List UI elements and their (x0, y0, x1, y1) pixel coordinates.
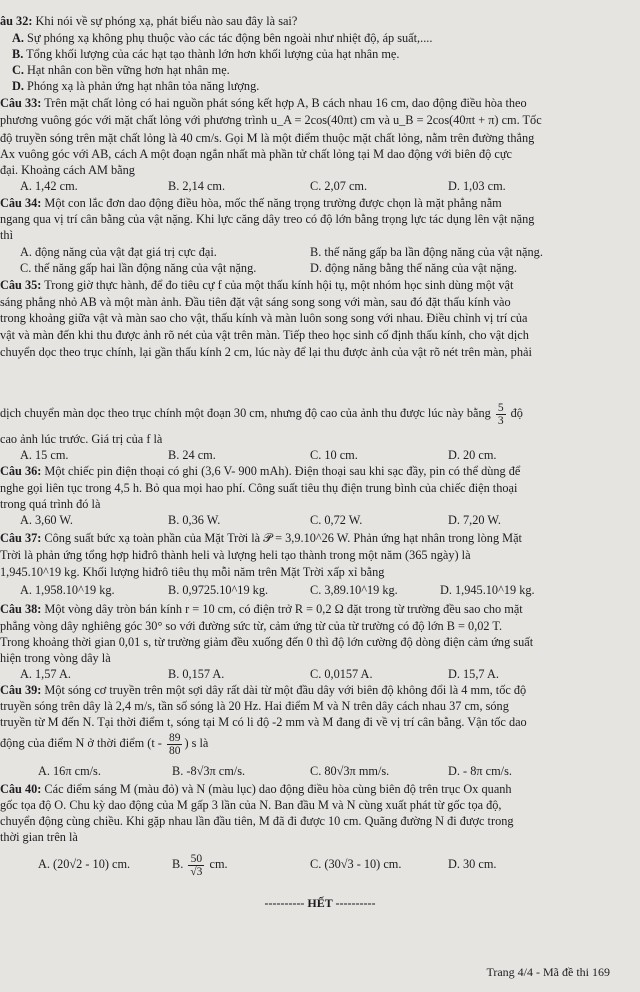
q34-option-c: C. thế năng gấp hai lần động năng của vật nặng. (20, 261, 257, 275)
q38-option-d: D. 15,7 A. (448, 667, 499, 681)
q35-line: vật và màn đến khi thu được ảnh rõ nét của vật trên màn. Tiếp theo học sinh cố định thấu kính, cho vật dịch (0, 328, 529, 342)
q33-line: phương vuông góc với mặt chất lỏng với phương trình u_A = 2cos(40πt) cm và u_B = 2cos(40πt + π) cm. Tốc (0, 113, 542, 127)
q35-line-frac: dịch chuyển màn dọc theo trục chính một đoạn 30 cm, nhưng độ cao của ảnh thu được lúc này bằng $\frac{5}{3}$ độ (0, 401, 523, 427)
q36-option-d: D. 7,20 W. (448, 513, 501, 527)
q32-option-c: C. Hạt nhân con bền vững hơn hạt nhân mẹ. (12, 63, 230, 77)
q39-line: truyền sóng trên dây là 2,4 m/s, tần số sóng là 20 Hz. Hai điểm M và N trên dây cách nhau 37 cm, sóng (0, 699, 509, 713)
q36-option-a: A. 3,60 W. (20, 513, 73, 527)
q38-line: Trong khoảng thời gian 0,01 s, từ trường giảm đều xuống đến 0 thì độ lớn cường độ dòng điện cảm ứng suất (0, 635, 534, 649)
q36-line: trong quá trình đó là (0, 497, 101, 511)
q35-option-c: C. 10 cm. (310, 448, 358, 462)
q35-option-b: B. 24 cm. (168, 448, 216, 462)
q38-option-c: C. 0,0157 A. (310, 667, 373, 681)
fraction: $\frac{50}{√3}$ (190, 852, 203, 878)
question-38: Câu 38: Một vòng dây tròn bán kính r = 10 cm, có điện trở R = 0,2 Ω đặt trong từ trường đều sao cho mặt (0, 602, 523, 616)
q40-option-d: D. 30 cm. (448, 857, 497, 871)
q40-option-b: B. $\frac{50}{√3}$ cm. (172, 852, 228, 878)
q32-option-a: A. Sự phóng xạ không phụ thuộc vào các tác động bên ngoài như nhiệt độ, áp suất,.... (12, 31, 433, 45)
q33-option-b: B. 2,14 cm. (168, 179, 226, 193)
q40-line: chuyển động cùng chiều. Khi gặp nhau lần đầu tiên, M đã đi được 10 cm. Quãng đường N đi được trong (0, 814, 514, 828)
q39-option-c: C. 80√3π mm/s. (310, 764, 390, 778)
question-37: Câu 37: Công suất bức xạ toàn phần của Mặt Trời là 𝒫 = 3,9.10^26 W. Phản ứng hạt nhân trong lòng Mặt (0, 531, 522, 545)
end-marker: ---------- HẾT ---------- (264, 896, 376, 910)
q33-option-d: D. 1,03 cm. (448, 179, 506, 193)
q34-option-a: A. động năng của vật đạt giá trị cực đại. (20, 245, 217, 259)
q39-options (0, 764, 640, 780)
q35-line: cao ảnh lúc trước. Giá trị của f là (0, 432, 163, 446)
q37-option-b: B. 0,9725.10^19 kg. (168, 583, 269, 597)
q38-option-a: A. 1,57 A. (20, 667, 71, 681)
q39-option-d: D. - 8π cm/s. (448, 764, 512, 778)
q37-option-a: A. 1,958.10^19 kg. (20, 583, 115, 597)
q37-options (0, 583, 640, 599)
q33-line: Ax vuông góc với AB, cách A một đoạn ngắn nhất mà phần tử chất lỏng tại M dao động với biên độ cực (0, 147, 512, 161)
q38-line: phẳng vòng dây nghiêng góc 30° so với đường sức từ, cảm ứng từ của từ trường có độ lớn B = 0,02 T. (0, 619, 503, 633)
q37-option-c: C. 3,89.10^19 kg. (310, 583, 398, 597)
question-36: Câu 36: Một chiếc pin điện thoại có ghi (3,6 V- 900 mAh). Điện thoại sau khi sạc đầy, pin có thể dùng để (0, 464, 521, 478)
q38-line: hiện trong vòng dây là (0, 651, 111, 665)
q40-line: thời gian trên là (0, 830, 78, 844)
question-39: Câu 39: Một sóng cơ truyền trên một sợi dây rất dài từ một đầu dây với biên độ không đổi là 4 mm, tốc độ (0, 683, 527, 697)
q35-line: trong khoảng giữa vật và màn sao cho vật, thấu kính và màn luôn song song với nhau. Điều chỉnh vị trí của (0, 311, 528, 325)
q33-option-c: C. 2,07 cm. (310, 179, 368, 193)
page-footer: Trang 4/4 - Mã đề thi 169 (486, 965, 610, 979)
q35-options (0, 448, 640, 464)
q40-options (0, 849, 640, 879)
q35-line: sáng phẳng nhỏ AB và một màn ảnh. Đầu tiên đặt vật sáng song song với màn, sau đó đặt thấu kính vào (0, 295, 511, 309)
q38-options (0, 667, 640, 683)
q34-line: ngang qua vị trí cân bằng của vật nặng. Khi lực căng dây treo có độ lớn bằng trọng lực tác dụng lên vật nặng (0, 212, 535, 226)
q39-line-frac: động của điểm N ở thời điểm (t - $\frac{89}{80}$ ) s là (0, 731, 209, 757)
question-34: Câu 34: Một con lắc đơn dao động điều hòa, mốc thế năng trọng trường được chọn là mặt phẳng nằm (0, 196, 502, 210)
q39-option-a: A. 16π cm/s. (38, 764, 101, 778)
q37-line: 1,945.10^19 kg. Khối lượng hiđrô tiêu thụ mỗi năm trên Mặt Trời xấp xỉ bằng (0, 565, 385, 579)
q33-option-a: A. 1,42 cm. (20, 179, 78, 193)
question-40: Câu 40: Các điểm sáng M (màu đỏ) và N (màu lục) dao động điều hòa cùng biên độ trên trục Ox quanh (0, 782, 512, 796)
q36-line: nghe gọi liên tục trong 4,5 h. Bỏ qua mọi hao phí. Công suất tiêu thụ điện trung bình của chiếc điện thoại (0, 481, 518, 495)
q38-option-b: B. 0,157 A. (168, 667, 225, 681)
q32-option-d: D. Phóng xạ là phản ứng hạt nhân tỏa năng lượng. (12, 79, 260, 93)
q34-options-row1 (0, 245, 640, 261)
q40-option-a: A. (20√2 - 10) cm. (38, 857, 131, 871)
q37-option-d: D. 1,945.10^19 kg. (440, 583, 535, 597)
q34-option-d: D. động năng bằng thế năng của vật nặng. (310, 261, 517, 275)
question-33: Câu 33: Trên mặt chất lỏng có hai nguồn phát sóng kết hợp A, B cách nhau 16 cm, dao động điều hòa theo (0, 96, 527, 110)
q36-option-c: C. 0,72 W. (310, 513, 363, 527)
q40-option-c: C. (30√3 - 10) cm. (310, 857, 402, 871)
q37-line: Trời là phản ứng tổng hợp hiđrô thành heli và lượng heli tạo thành trong một năm (365 ngày) là (0, 548, 471, 562)
q34-line: thì (0, 228, 13, 242)
fraction: $\frac{89}{80}$ (168, 731, 181, 757)
q36-option-b: B. 0,36 W. (168, 513, 221, 527)
q39-line: truyền từ M đến N. Tại thời điểm t, sóng tại M có li độ -2 mm và M đang đi về vị trí cân bằng. Vận tốc dao (0, 715, 527, 729)
q35-option-d: D. 20 cm. (448, 448, 497, 462)
q34-options-row2 (0, 261, 640, 277)
question-32: âu 32: Khi nói về sự phóng xạ, phát biểu nào sau đây là sai? (0, 14, 298, 28)
q34-option-b: B. thế năng gấp ba lần động năng của vật nặng. (310, 245, 543, 259)
q35-option-a: A. 15 cm. (20, 448, 69, 462)
q35-line: chuyển dọc theo trục chính, lại gần thấu kính 2 cm, lúc này để lại thu được ảnh của vật rõ nét trên màn, phải (0, 345, 532, 359)
q36-options (0, 513, 640, 529)
q32-option-b: B. Tổng khối lượng của các hạt tạo thành lớn hơn khối lượng của hạt nhân mẹ. (12, 47, 400, 61)
q33-line: độ truyền sóng trên mặt chất lỏng là 40 cm/s. Gọi M là một điểm thuộc mặt chất lỏng, nằm trên đường thẳng (0, 131, 535, 145)
q39-option-b: B. -8√3π cm/s. (172, 764, 246, 778)
q33-line: đại. Khoảng cách AM bằng (0, 163, 135, 177)
question-35: Câu 35: Trong giờ thực hành, để đo tiêu cự f của một thấu kính hội tụ, một nhóm học sinh dùng một vật (0, 278, 514, 292)
q40-line: gốc tọa độ O. Chu kỳ dao động của M gấp 3 lần của N. Ban đầu M và N cùng xuất phát từ gốc tọa độ, (0, 798, 502, 812)
q33-options (0, 179, 640, 195)
fraction: $\frac{5}{3}$ (497, 401, 504, 427)
